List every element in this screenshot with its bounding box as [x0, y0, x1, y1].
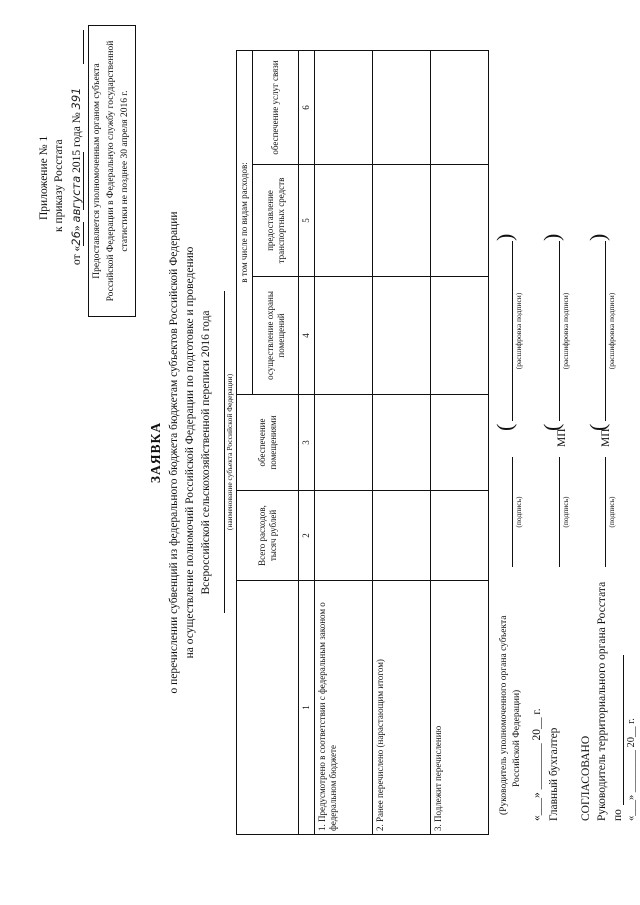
value-cell: [315, 395, 373, 491]
accountant-signature-line: [559, 457, 560, 567]
approval-label: СОГЛАСОВАНО: [580, 735, 592, 821]
submission-notice-box: [88, 25, 136, 317]
value-cell: [373, 277, 431, 395]
table-row: [315, 50, 373, 834]
header-total: Всего расходов, тысяч рублей: [237, 491, 299, 581]
stamp-mark: МП: [600, 428, 612, 447]
date-quote: »: [71, 225, 83, 232]
document-title: ЗАЯВКА: [148, 421, 163, 484]
value-cell: [431, 395, 489, 491]
value-cell: [373, 165, 431, 277]
subject-caption: (наименование субъекта Российской Федерации): [225, 373, 234, 531]
date-prefix: от «: [71, 245, 83, 265]
column-numbers-row: [299, 50, 315, 834]
value-cell: [373, 491, 431, 581]
col-number: 5: [299, 165, 315, 277]
row-label: 3. Подлежит перечислению: [431, 581, 489, 835]
head-date: «___» ________ 20__ г.: [531, 708, 543, 821]
rosstat-region-prefix: по: [612, 809, 624, 821]
number-underline: [83, 30, 84, 64]
header-premises: обеспечение помещениями: [237, 395, 299, 491]
value-cell: [373, 50, 431, 164]
appendix-title: Приложение № 1: [38, 135, 50, 220]
header-security: осуществление охраны помещений: [253, 277, 299, 395]
head-signature-caption: (подпись): [514, 496, 523, 528]
col-number: 6: [299, 50, 315, 164]
head-caption-2: Российской Федерации): [512, 689, 522, 787]
header-including: в том числе по видам расходов:: [237, 50, 253, 394]
notice-line-1: Предоставляется уполномоченным органом субъекта: [92, 63, 102, 279]
value-cell: [431, 491, 489, 581]
appendix-order-ref: к приказу Росстата: [53, 139, 65, 232]
notice-line-2: Российской Федерации в Федеральную службу государственной: [106, 40, 116, 302]
appendix-date-line: [69, 88, 83, 266]
head-caption-1: (Руководитель уполномоченного органа субъекта: [499, 615, 509, 815]
month-underline: [83, 152, 84, 210]
rosstat-signature-caption: (подпись): [607, 496, 616, 528]
accountant-decode-caption: (расшифровка подписи): [561, 292, 570, 370]
expenses-table: [236, 50, 489, 835]
col-number: 2: [299, 491, 315, 581]
paren-close: ): [492, 233, 517, 241]
rosstat-date: «___» ________ 20__ г.: [626, 718, 637, 821]
header-communication: обеспечение услуг связи: [253, 50, 299, 164]
table-row: [373, 50, 431, 834]
date-month: августа: [69, 175, 83, 223]
rosstat-decode-caption: (расшифровка подписи): [607, 292, 616, 370]
date-day: 26: [69, 231, 83, 246]
paren-close: ): [585, 233, 610, 241]
rosstat-signature-line: [605, 457, 606, 567]
notice-line-3: статистики не позднее 30 апреля 2016 г.: [120, 90, 130, 252]
stamp-mark: МП: [556, 428, 568, 447]
heading-line-3: Всероссийской сельскохозяйственной переписи 2016 года: [200, 310, 212, 595]
table-row: [431, 50, 489, 834]
header-empty-cell: [237, 581, 299, 835]
value-cell: [315, 491, 373, 581]
value-cell: [373, 395, 431, 491]
paren-close: ): [539, 233, 564, 241]
value-cell: [431, 50, 489, 164]
col-number: 4: [299, 277, 315, 395]
accountant-decode-line: [559, 241, 560, 421]
paren-open: (: [539, 423, 564, 431]
value-cell: [315, 165, 373, 277]
order-number: 391: [69, 87, 83, 110]
row-label: 1. Предусмотрено в соответствии с федеральным законом о федеральном бюджете: [315, 581, 373, 835]
row-label: 2. Ранее перечислено (нарастающим итогом): [373, 581, 431, 835]
rosstat-head-label: Руководитель территориального органа Росстата: [596, 581, 608, 821]
chief-accountant-label: Главный бухгалтер: [548, 727, 560, 821]
rosstat-decode-line: [605, 241, 606, 421]
col-number: 3: [299, 395, 315, 491]
head-decode-line: [512, 241, 513, 421]
date-year: 2015 года №: [71, 112, 83, 173]
paren-open: (: [585, 423, 610, 431]
heading-line-2: на осуществление полномочий Российской Федерации по подготовке и проведению: [184, 246, 196, 659]
header-transport: предоставление транспортных средств: [253, 165, 299, 277]
value-cell: [315, 277, 373, 395]
heading-line-1: о перечислении субвенций из федерального бюджета бюджетам субъектов Российской Федерации: [168, 211, 180, 694]
paren-open: (: [492, 423, 517, 431]
value-cell: [431, 277, 489, 395]
value-cell: [431, 165, 489, 277]
value-cell: [315, 50, 373, 164]
accountant-signature-caption: (подпись): [561, 496, 570, 528]
head-decode-caption: (расшифровка подписи): [514, 292, 523, 370]
rosstat-region-line: [623, 655, 624, 805]
head-signature-line: [512, 457, 513, 567]
day-underline: [83, 222, 84, 246]
col-number: 1: [299, 581, 315, 835]
